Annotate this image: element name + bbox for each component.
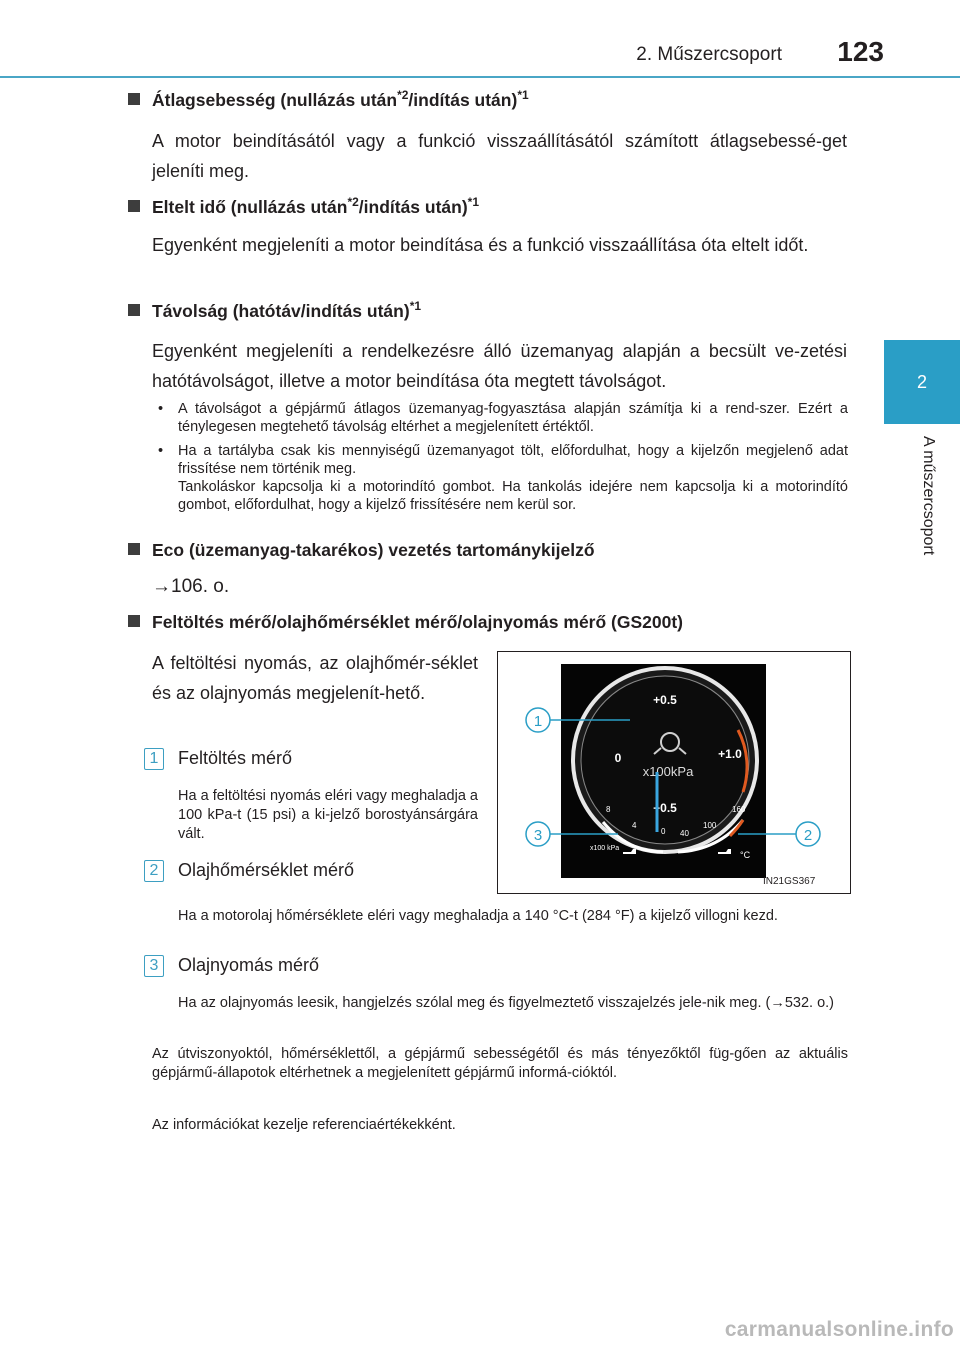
footnote-ref: *2 (397, 88, 409, 102)
oil-pressure-unit: x100 kPa (590, 845, 620, 852)
distance-bullet-2 (158, 442, 848, 514)
callout-label-2: 2 (803, 827, 813, 844)
gauge-figure (497, 651, 851, 894)
heading-text: Eltelt idő (nullázás után (152, 196, 348, 217)
square-bullet-icon (128, 304, 140, 316)
heading-text: /indítás után) (408, 89, 518, 110)
callout-label-1: 1 (533, 713, 543, 730)
avg-speed-text: A motor beindításától vagy a funkció visszaállításától számított átlagsebessé-get jeleníti meg. (152, 131, 847, 181)
distance-bullet-1 (158, 400, 848, 436)
square-bullet-icon (128, 543, 140, 555)
boost-label-plus-1-0: +1.0 (718, 747, 742, 761)
item-desc-oil-pressure-gauge: Ha az olajnyomás leesik, hangjelzés szólal meg és figyelmeztető visszajelzés jele-nik meg. (→532. o.) (178, 995, 835, 1011)
bullet-text: A távolságot a gépjármű átlagos üzemanyag-fogyasztása alapján számítja ki a rend-szer. Ezért a ténylegesen megtehető távolság eltérhet a megjelenített értéktől. (178, 401, 848, 435)
footnote-ref: *1 (467, 195, 480, 209)
heading-text: /indítás után) (358, 196, 468, 217)
item-number-3: 3 (144, 955, 164, 977)
watermark: carmanualsonline.info (724, 1318, 954, 1341)
boost-label-minus-0-5: −0.5 (653, 801, 677, 815)
footnote-ref: *2 (347, 195, 359, 209)
oil-temp-tick-160: 160 (732, 805, 746, 814)
oil-temp-unit: °C (740, 850, 751, 860)
item-desc-oil-temp-gauge: Ha a motorolaj hőmérséklete eléri vagy meghaladja a 140 °C-t (284 °F) a kijelző villogni kezd. (178, 908, 778, 924)
heading-text: Eco (üzemanyag-takarékos) vezetés tartománykijelző (152, 540, 595, 560)
heading-elapsed-time (128, 195, 479, 218)
oil-pressure-tick-4: 4 (632, 821, 637, 830)
note-reference-values: Az információkat kezelje referenciaértékekként. (152, 1117, 456, 1133)
item-label-boost-gauge: Feltöltés mérő (178, 748, 293, 768)
heading-distance (128, 299, 421, 322)
bullet-dot-icon: • (158, 443, 164, 459)
boost-intro: A feltöltési nyomás, az olajhőmér-séklet és az olajnyomás megjelenít-hető. (152, 653, 478, 703)
item-label-oil-pressure-gauge: Olajnyomás mérő (178, 955, 320, 975)
distance-text: Egyenként megjeleníti a rendelkezésre álló üzemanyag alapján a becsült ve-zetési hatótávolságot, illetve a motor beindítása óta megtett távolságot. (152, 341, 847, 391)
item-number-1: 1 (144, 748, 164, 770)
oil-temp-tick-40: 40 (680, 829, 689, 838)
item-number-2: 2 (144, 860, 164, 882)
callout-label-3: 3 (533, 827, 543, 844)
footnote-ref: *1 (517, 88, 529, 102)
gauge-illustration (498, 652, 852, 895)
header-divider (0, 76, 960, 78)
item-desc-boost-gauge: Ha a feltöltési nyomás eléri vagy meghaladja a 100 kPa-t (15 psi) a ki-jelző borostyánsárgára vált. (178, 788, 478, 842)
bullet-text: Ha a tartályba csak kis mennyiségű üzemanyagot tölt, előfordulhat, hogy a kijelzőn megjelenő adat frissítése nem történik meg. (178, 443, 848, 477)
heading-average-speed (128, 88, 529, 111)
heading-eco (128, 540, 595, 561)
boost-label-zero: 0 (614, 751, 622, 765)
heading-text: Átlagsebesség (nullázás után (152, 89, 398, 110)
heading-text: Feltöltés mérő/olajhőmérséklet mérő/olajnyomás mérő (GS200t) (152, 612, 684, 632)
oil-temp-tick-100: 100 (703, 821, 717, 830)
oil-pressure-tick-8: 8 (606, 805, 611, 814)
chapter-tab[interactable]: 2 (884, 340, 960, 424)
heading-text: Távolság (hatótáv/indítás után) (152, 300, 410, 321)
item-label-oil-temp-gauge: Olajhőmérséklet mérő (178, 860, 355, 880)
boost-unit-label: x100kPa (642, 764, 694, 779)
elapsed-text: Egyenként megjeleníti a motor beindítása és a funkció visszaállítása óta eltelt időt. (152, 235, 809, 255)
boost-label-plus-0-5: +0.5 (653, 693, 677, 707)
footnote-ref: *1 (409, 299, 422, 313)
square-bullet-icon (128, 200, 140, 212)
eco-page-reference[interactable]: →106. o. (152, 576, 230, 597)
bullet-text: Tankoláskor kapcsolja ki a motorindító gombot. Ha tankolás idejére nem kapcsolja ki a motorindító gombot, előfordulhat, hogy a kijelző frissítésére nem kerül sor. (178, 479, 848, 513)
page-number: 123 (837, 36, 884, 67)
bullet-dot-icon: • (158, 401, 164, 417)
figure-caption: IN21GS367 (763, 876, 816, 887)
square-bullet-icon (128, 93, 140, 105)
chapter-label: A műszercsoport (920, 436, 937, 556)
section-title: 2. Műszercsoport (636, 44, 782, 65)
square-bullet-icon (128, 615, 140, 627)
note-reference: Az útviszonyoktól, hőmérséklettől, a gépjármű sebességétől és más tényezőktől füg-gően az aktuális gépjármű-állapotok eltérhetnek a megjelenített gépjármű informá-cióktól. (152, 1046, 848, 1081)
oil-pressure-tick-0: 0 (661, 827, 666, 836)
heading-boost (128, 612, 683, 633)
